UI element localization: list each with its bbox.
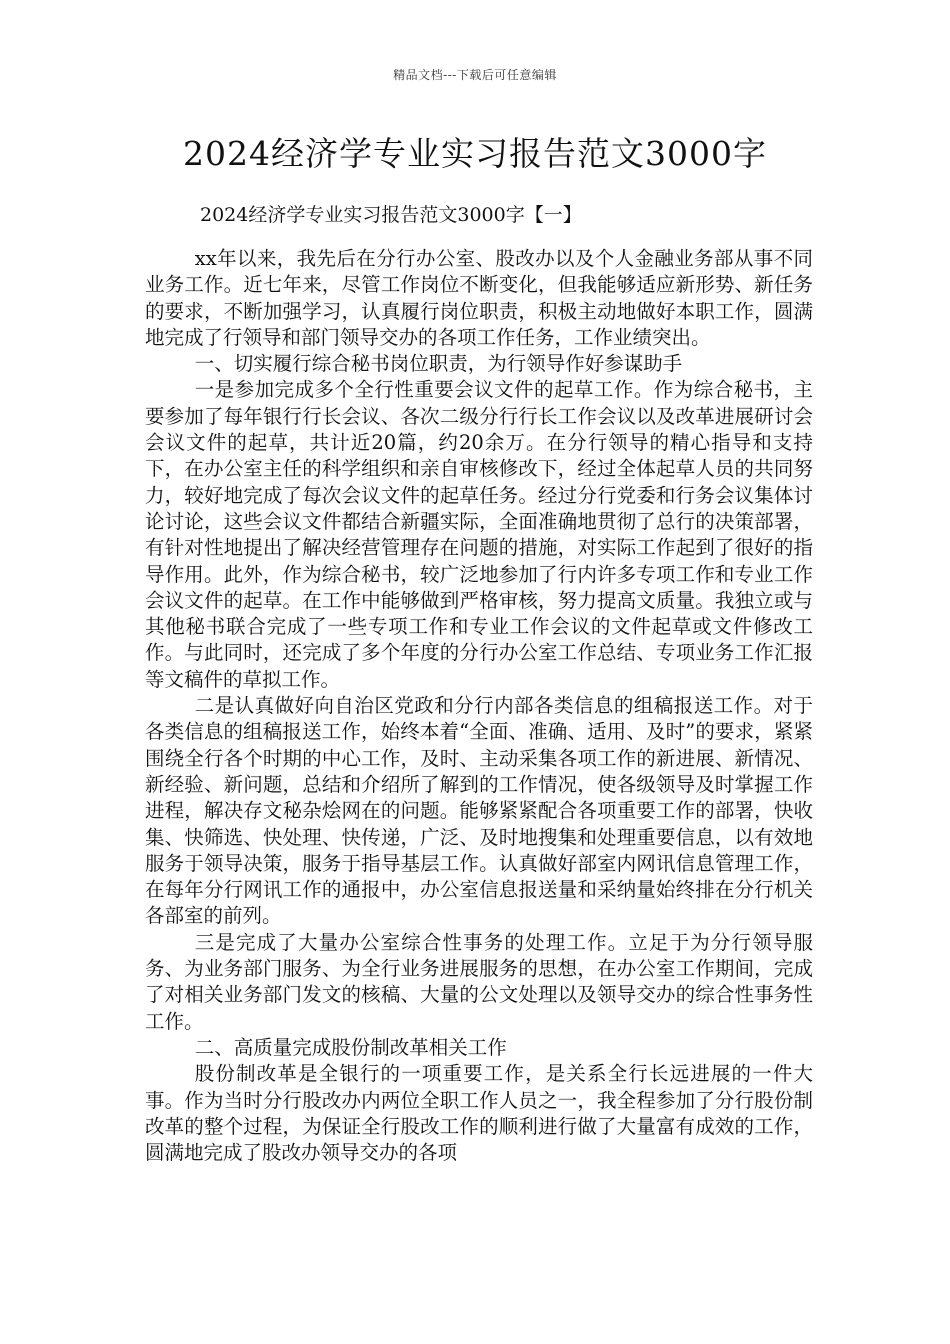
paragraph: 二是认真做好向自治区党政和分行内部各类信息的组稿报送工作。对于各类信息的组稿报送工作，始终本着“全面、准确、适用、及时”的要求，紧紧围绕全行各个时期的中心工作，及时、主动采集各项工作的新进展、新情况、新经验、新问题，总结和介绍所了解到的工作情况，使各级领导及时掌握工作进程，解决存文秘杂烩网在的问题。能够紧紧配合各项重要工作的部署，快收集、快筛选、快处理、快传递，广泛、及时地搜集和处理重要信息，以有效地服务于领导决策，服务于指导基层工作。认真做好部室内网讯信息管理工作，在每年分行网讯工作的通报中，办公室信息报送量和采纳量始终排在分行机关各部室的前列。 <box>145 694 813 928</box>
paragraph: 股份制改革是全银行的一项重要工作，是关系全行长远进展的一件大事。作为当时分行股改办内两位全职工作人员之一，我全程参加了分行股份制改革的整个过程，为保证全行股改工作的顺利进行做了大量富有成效的工作，圆满地完成了股改办领导交办的各项 <box>145 1062 813 1165</box>
paragraph: 一是参加完成多个全行性重要会议文件的起草工作。作为综合秘书，主要参加了每年银行行长会议、各次二级分行行长工作会议以及改革进展研讨会会议文件的起草，共计近20篇，约20余万。在分行领导的精心指导和支持下，在办公室主任的科学组织和亲自审核修改下，经过全体起草人员的共同努力，较好地完成了每次会议文件的起草任务。经过分行党委和行务会议集体讨论讨论，这些会议文件都结合新疆实际，全面准确地贯彻了总行的决策部署，有针对性地提出了解决经营管理存在问题的措施，对实际工作起到了很好的指导作用。此外，作为综合秘书，较广泛地参加了行内许多专项工作和专业工作会议文件的起草。在工作中能够做到严格审核，努力提高文质量。我独立或与其他秘书联合完成了一些专项工作和专业工作会议的文件起草或文件修改工作。与此同时，还完成了多个年度的分行办公室工作总结、专项业务工作汇报等文稿件的草拟工作。 <box>145 378 813 691</box>
section-heading: 二、高质量完成股份制改革相关工作 <box>194 1035 507 1059</box>
section-heading: 一、切实履行综合秘书岗位职责，为行领导作好参谋助手 <box>194 352 683 376</box>
paragraph: 三是完成了大量办公室综合性事务的处理工作。立足于为分行领导服务、为业务部门服务、为全行业务进展服务的思想，在办公室工作期间，完成了对相关业务部门发文的核稿、大量的公文处理以及领导交办的综合性事务性工作。 <box>145 930 813 1033</box>
paragraph: xx年以来，我先后在分行办公室、股改办以及个人金融业务部从事不同业务工作。近七年来，尽管工作岗位不断变化，但我能够适应新形势、新任务的要求，不断加强学习，认真履行岗位职责，积极主动地做好本职工作，圆满地完成了行领导和部门领导交办的各项工作任务，工作业绩突出。 <box>145 247 813 349</box>
section-subtitle: 2024经济学专业实习报告范文3000字【一】 <box>200 204 582 226</box>
document-title: 2024经济学专业实习报告范文3000字 <box>183 134 767 173</box>
header-note: 精品文档---下载后可任意编辑 <box>393 68 557 82</box>
document-body <box>145 246 813 1166</box>
